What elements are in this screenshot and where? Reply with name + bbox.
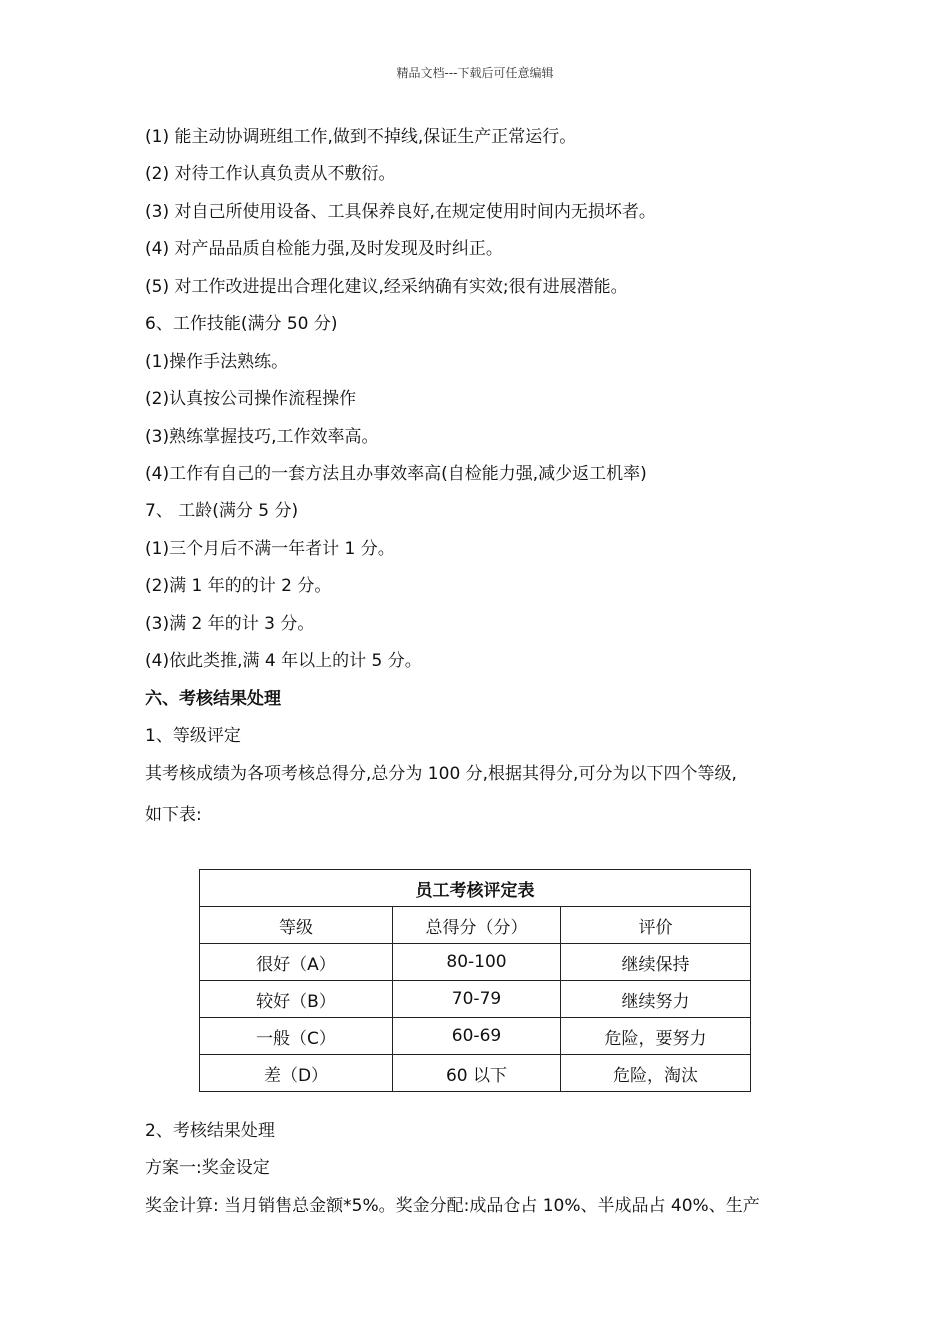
grading-paragraph-line-2: 如下表: <box>145 805 202 825</box>
page-header: 精品文档---下载后可任意编辑 <box>396 66 554 80</box>
chapter-6-heading: 六、考核结果处理 <box>145 689 281 709</box>
skill-item-3: (3)熟练掌握技巧,工作效率高。 <box>145 427 379 447</box>
table-cell: 继续保持 <box>561 944 751 981</box>
table-row <box>200 1018 751 1055</box>
table-cell: 60 以下 <box>393 1055 561 1092</box>
criterion-5: (5) 对工作改进提出合理化建议,经采纳确有实效;很有进展潜能。 <box>145 277 628 297</box>
skill-item-2: (2)认真按公司操作流程操作 <box>145 389 357 409</box>
subsection-1-heading: 1、等级评定 <box>145 726 241 746</box>
table-row <box>200 981 751 1018</box>
table-title: 员工考核评定表 <box>200 870 751 907</box>
grading-paragraph-line-1: 其考核成绩为各项考核总得分,总分为 100 分,根据其得分,可分为以下四个等级, <box>145 764 737 784</box>
criterion-2: (2) 对待工作认真负责从不敷衍。 <box>145 164 396 184</box>
criterion-3: (3) 对自己所使用设备、工具保养良好,在规定使用时间内无损坏者。 <box>145 202 656 222</box>
table-cell: 继续努力 <box>561 981 751 1018</box>
criterion-4: (4) 对产品品质自检能力强,及时发现及时纠正。 <box>145 239 503 259</box>
header-cell: 总得分（分） <box>393 907 561 944</box>
table-cell: 危险，淘汰 <box>561 1055 751 1092</box>
table-header-row <box>200 907 751 944</box>
header-cell: 评价 <box>561 907 751 944</box>
table-cell: 很好（A） <box>200 944 393 981</box>
seniority-item-3: (3)满 2 年的计 3 分。 <box>145 614 315 634</box>
table-cell: 70-79 <box>393 981 561 1018</box>
table-cell: 60-69 <box>393 1018 561 1055</box>
section-6-heading: 6、工作技能(满分 50 分) <box>145 314 338 334</box>
table-cell: 差（D） <box>200 1055 393 1092</box>
skill-item-4: (4)工作有自己的一套方法且办事效率高(自检能力强,减少返工机率) <box>145 464 647 484</box>
table-cell: 80-100 <box>393 944 561 981</box>
table-row <box>200 1055 751 1092</box>
plan-one-heading: 方案一:奖金设定 <box>145 1158 270 1178</box>
seniority-item-1: (1)三个月后不满一年者计 1 分。 <box>145 539 395 559</box>
subsection-2-heading: 2、考核结果处理 <box>145 1121 275 1141</box>
section-7-heading: 7、 工龄(满分 5 分) <box>145 501 299 521</box>
evaluation-table <box>199 869 751 1092</box>
table-cell: 危险，要努力 <box>561 1018 751 1055</box>
seniority-item-2: (2)满 1 年的的计 2 分。 <box>145 576 332 596</box>
criterion-1: (1) 能主动协调班组工作,做到不掉线,保证生产正常运行。 <box>145 127 577 147</box>
table-cell: 较好（B） <box>200 981 393 1018</box>
seniority-item-4: (4)依此类推,满 4 年以上的计 5 分。 <box>145 651 422 671</box>
table-row <box>200 944 751 981</box>
header-cell: 等级 <box>200 907 393 944</box>
table-cell: 一般（C） <box>200 1018 393 1055</box>
bonus-calculation-text: 奖金计算: 当月销售总金额*5%。奖金分配:成品仓占 10%、半成品占 40%、生产 <box>145 1196 760 1216</box>
skill-item-1: (1)操作手法熟练。 <box>145 352 289 372</box>
